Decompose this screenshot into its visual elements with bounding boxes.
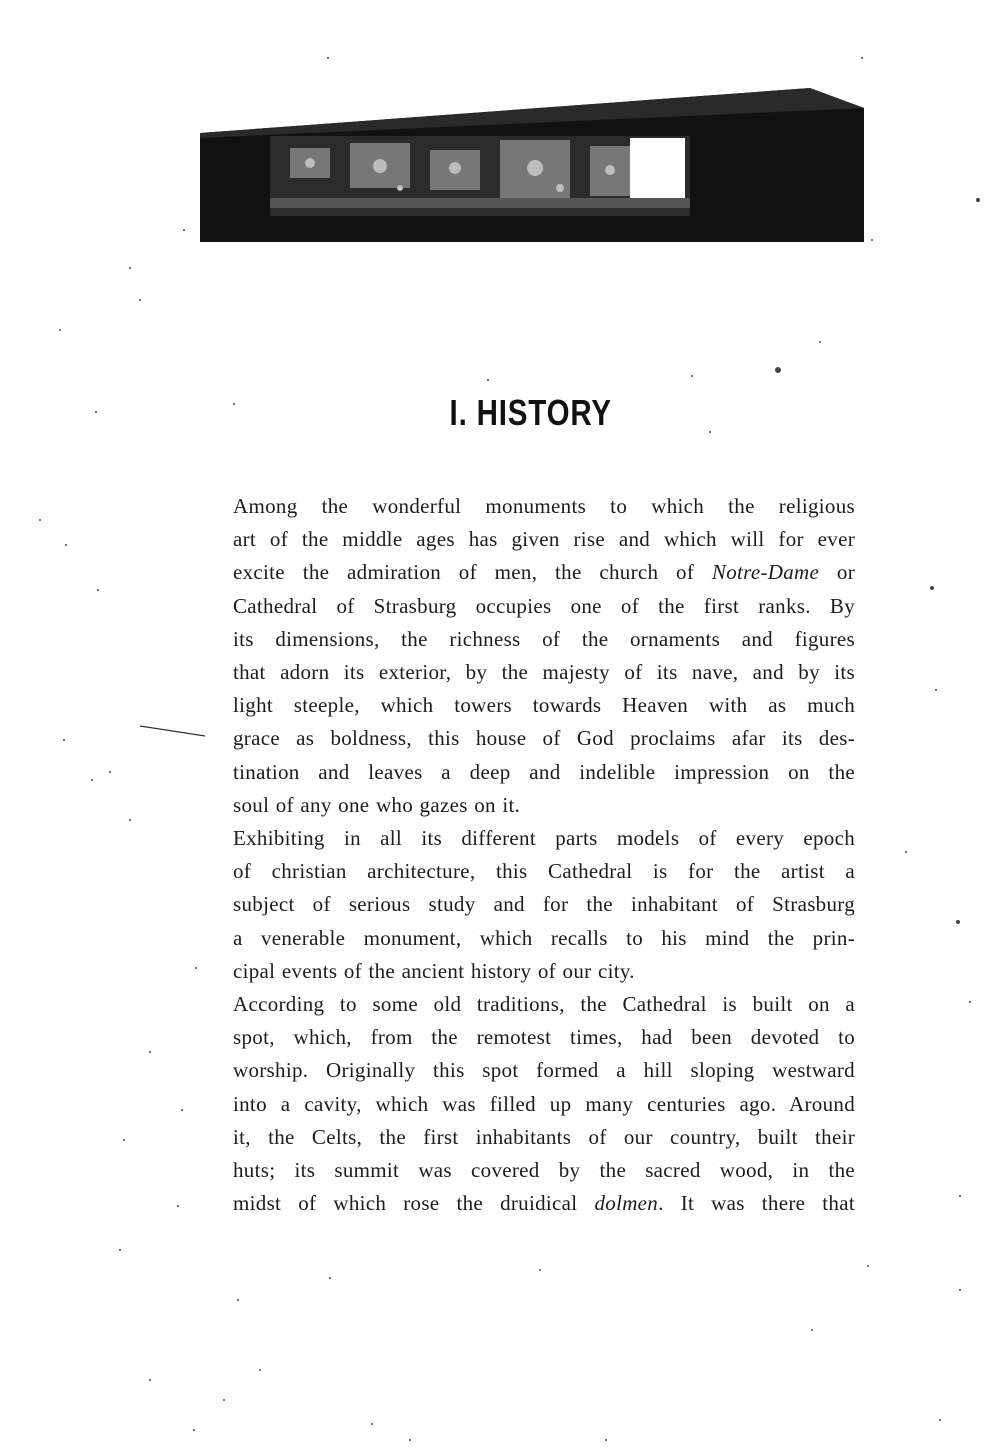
text-line: subject of serious study and for the inhabitant of Strasburg: [233, 892, 855, 917]
body-text: [205, 490, 855, 1220]
text-segment: . It was there that: [658, 1191, 855, 1216]
text-line: of christian architecture, this Cathedral is for the artist a: [233, 859, 855, 884]
text-line: spot, which, from the remotest times, had been devoted to: [233, 1025, 855, 1050]
text-line: soul of any one who gazes on it.: [233, 792, 521, 817]
text-line: its dimensions, the richness of the ornaments and figures: [233, 626, 855, 651]
paragraph-1: [205, 490, 855, 822]
text-line: grace as boldness, this house of God proclaims afar its des-: [233, 726, 855, 751]
header-banner-illustration: [200, 88, 864, 242]
text-line: tination and leaves a deep and indelible impression on the: [233, 759, 855, 784]
chapter-title: I. HISTORY: [449, 392, 612, 433]
paragraph-2: [205, 822, 855, 988]
text-line: into a cavity, which was filled up many centuries ago. Around: [233, 1091, 855, 1116]
text-line: Exhibiting in all its different parts models of every epoch: [233, 826, 855, 851]
text-line: Cathedral of Strasburg occupies one of the first ranks. By: [233, 593, 855, 618]
text-segment: excite the admiration of men, the church of: [233, 560, 712, 585]
text-segment: midst of which rose the druidical: [233, 1191, 595, 1216]
text-line: worship. Originally this spot formed a hill sloping westward: [233, 1058, 855, 1083]
text-line: it, the Celts, the first inhabitants of our country, built their: [233, 1124, 855, 1149]
text-line: [205, 556, 855, 589]
text-line: that adorn its exterior, by the majesty of its nave, and by its: [233, 660, 855, 685]
text-line: huts; its summit was covered by the sacred wood, in the: [233, 1158, 855, 1183]
italic-term: Notre-Dame: [711, 560, 820, 585]
text-line: art of the middle ages has given rise and which will for ever: [233, 527, 855, 552]
text-line: light steeple, which towers towards Heaven with as much: [233, 693, 855, 718]
text-line: cipal events of the ancient history of our city.: [233, 958, 635, 983]
italic-term: dolmen: [594, 1191, 659, 1216]
paragraph-3: [205, 988, 855, 1220]
text-line: a venerable monument, which recalls to his mind the prin-: [233, 925, 855, 950]
text-line: According to some old traditions, the Cathedral is built on a: [233, 992, 855, 1017]
text-line: [205, 1187, 855, 1220]
text-segment: or: [819, 560, 855, 585]
text-line: Among the wonderful monuments to which the religious: [233, 494, 855, 518]
